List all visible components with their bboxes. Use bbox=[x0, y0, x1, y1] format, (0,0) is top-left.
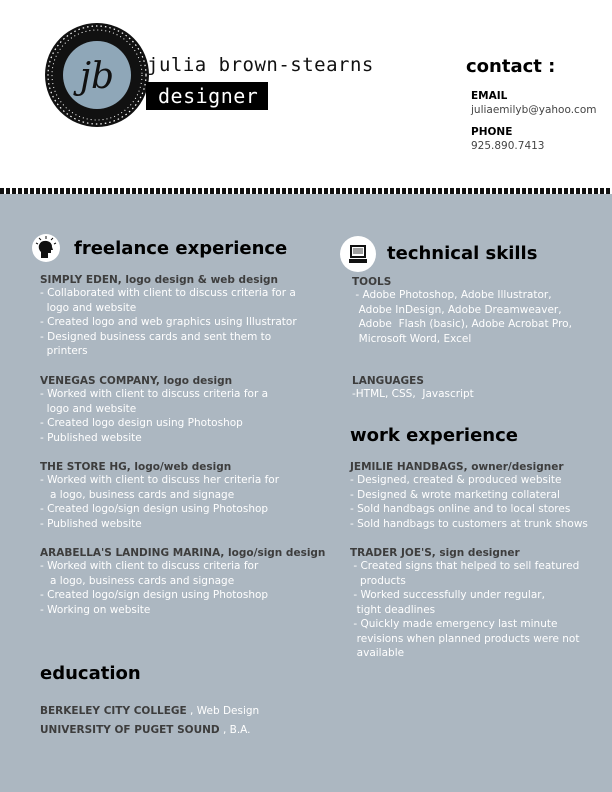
computer-icon bbox=[340, 236, 376, 272]
monogram-initials: jb bbox=[79, 56, 115, 97]
tools-line: Microsoft Word, Excel bbox=[352, 332, 472, 345]
entry-line: - Sold handbags to customers at trunk shows bbox=[350, 517, 588, 530]
entry-line: - Worked with client to discuss her criteria for bbox=[40, 474, 280, 486]
entry-line: logo and website bbox=[40, 402, 137, 415]
phone-number: 925.890.7413 bbox=[471, 140, 545, 152]
education-heading: education bbox=[40, 663, 141, 684]
entry-line: available bbox=[350, 647, 405, 659]
monogram-logo bbox=[44, 22, 150, 128]
entry-line: tight deadlines bbox=[350, 603, 436, 616]
entry-line: - Collaborated with client to discuss criteria for a bbox=[40, 287, 296, 299]
resume-body bbox=[0, 194, 612, 792]
email-label: EMAIL bbox=[471, 90, 508, 102]
entry-line: - Created logo/sign design using Photoshop bbox=[40, 589, 269, 601]
education-item bbox=[40, 718, 259, 737]
work-experience-heading: work experience bbox=[350, 425, 518, 446]
entry-heading: JEMILIE HANDBAGS, owner/designer bbox=[350, 461, 564, 473]
entry-heading: TRADER JOE'S, sign designer bbox=[350, 547, 520, 559]
entry-line: - Worked with client to discuss criteria for bbox=[40, 560, 259, 572]
languages-line: -HTML, CSS, Javascript bbox=[352, 388, 474, 400]
entry-heading: VENEGAS COMPANY, logo design bbox=[40, 375, 233, 387]
school-name: UNIVERSITY OF PUGET SOUND bbox=[40, 724, 220, 736]
entry-line: revisions when planned products were not bbox=[350, 632, 580, 645]
freelance-entry bbox=[40, 547, 325, 617]
entry-line: - Quickly made emergency last minute bbox=[350, 618, 558, 630]
entry-heading: ARABELLA'S LANDING MARINA, logo/sign design bbox=[40, 547, 326, 559]
tools-line: Adobe Flash (basic), Adobe Acrobat Pro, bbox=[352, 318, 572, 330]
entry-line: - Worked successfully under regular, bbox=[350, 589, 545, 601]
entry-line: - Designed & wrote marketing collateral bbox=[350, 488, 560, 501]
entry-heading: THE STORE HG, logo/web design bbox=[40, 461, 232, 473]
school-name: BERKELEY CITY COLLEGE bbox=[40, 705, 187, 717]
freelance-heading: freelance experience bbox=[74, 238, 288, 259]
entry-heading: SIMPLY EDEN, logo design & web design bbox=[40, 274, 279, 286]
lightbulb-head-icon bbox=[32, 234, 60, 262]
separator: , bbox=[186, 705, 194, 717]
freelance-entry bbox=[40, 461, 279, 531]
email-address[interactable]: juliaemilyb@yahoo.com bbox=[471, 104, 597, 116]
resume-header bbox=[0, 0, 612, 188]
entry-line: logo and website bbox=[40, 301, 137, 314]
languages-label: LANGUAGES bbox=[352, 375, 424, 387]
tools-line: Adobe InDesign, Adobe Dreamweaver, bbox=[352, 303, 562, 316]
work-entry bbox=[350, 547, 579, 661]
education-list bbox=[40, 699, 259, 737]
entry-line: - Published website bbox=[40, 517, 142, 530]
degree-detail: B.A. bbox=[226, 724, 251, 736]
degree-detail: Web Design bbox=[193, 705, 260, 717]
entry-line: - Created signs that helped to sell featured bbox=[350, 560, 580, 572]
entry-line: - Designed business cards and sent them to bbox=[40, 330, 272, 343]
work-entry bbox=[350, 461, 588, 531]
tools-section bbox=[352, 276, 572, 346]
technical-skills-heading: technical skills bbox=[387, 243, 538, 264]
entry-line: - Working on website bbox=[40, 603, 151, 616]
entry-line: - Sold handbags online and to local stores bbox=[350, 503, 571, 515]
entry-line: - Worked with client to discuss criteria for a bbox=[40, 388, 269, 400]
phone-label: PHONE bbox=[471, 126, 513, 138]
contact-heading: contact : bbox=[466, 56, 556, 77]
entry-line: - Created logo and web graphics using Illustrator bbox=[40, 316, 297, 328]
entry-line: - Created logo/sign design using Photoshop bbox=[40, 503, 269, 515]
job-title-badge: designer bbox=[146, 82, 268, 110]
entry-line: - Created logo design using Photoshop bbox=[40, 417, 243, 429]
entry-line: - Published website bbox=[40, 431, 142, 444]
freelance-entry bbox=[40, 375, 268, 445]
entry-line: products bbox=[350, 574, 406, 587]
tools-label: TOOLS bbox=[352, 276, 392, 288]
freelance-entry bbox=[40, 274, 297, 359]
entry-line: a logo, business cards and signage bbox=[40, 488, 235, 501]
entry-line: a logo, business cards and signage bbox=[40, 574, 235, 587]
entry-line: - Designed, created & produced website bbox=[350, 474, 562, 486]
separator: , bbox=[219, 724, 227, 736]
languages-section bbox=[352, 375, 474, 402]
tools-line: - Adobe Photoshop, Adobe Illustrator, bbox=[352, 289, 552, 301]
education-item bbox=[40, 699, 259, 718]
entry-line: printers bbox=[40, 345, 88, 357]
full-name: julia brown-stearns bbox=[147, 54, 374, 76]
